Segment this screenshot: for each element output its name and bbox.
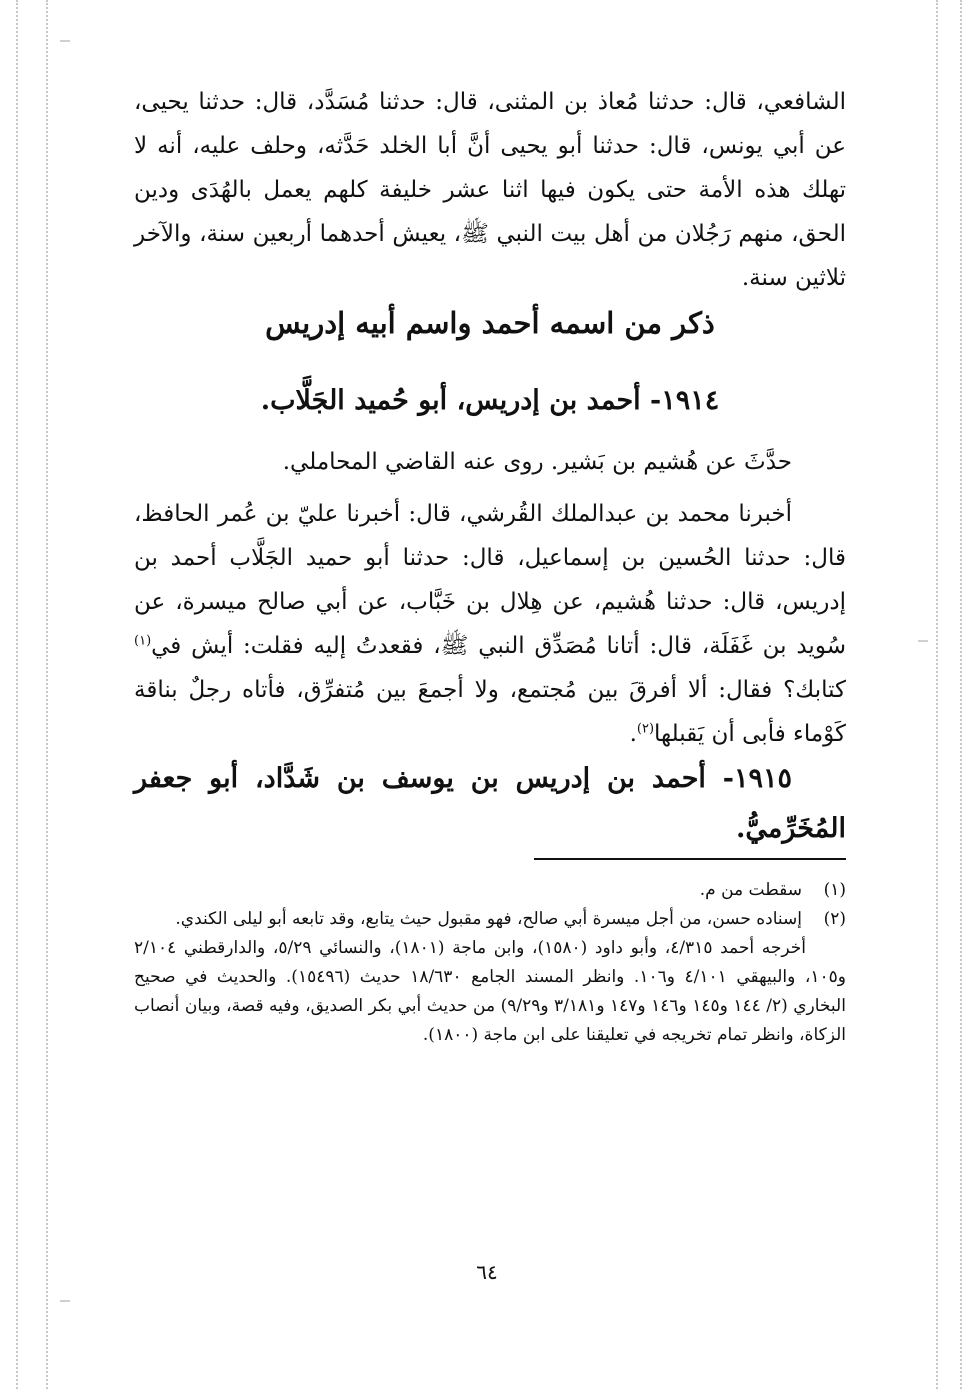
footnote-2 <box>134 905 846 934</box>
entry-1914-bio-block <box>134 440 846 484</box>
section-heading: ذكر من اسمه أحمد واسم أبيه إدريس <box>265 306 715 340</box>
isnad-text-part-2: كتابك؟ فقال: ألا أفرقَ بين مُجتمع، ولا أجمعَ بين مُتفرِّق، فأتاه رجلٌ بناقة كَوْماء فأبى أن يَقبلها <box>134 677 846 747</box>
intro-paragraph: الشافعي، قال: حدثنا مُعاذ بن المثنى، قال: حدثنا مُسَدَّد، قال: حدثنا يحيى، عن أبي يونس، قال: حدثنا أبو يحيى أنَّ أبا الخلد حَدَّثه، وحلف عليه، أنه لا تهلك هذه الأمة حتى يكون فيها اثنا عشر خليفة كلهم يعمل بالهُدَى ودين الحق، منهم رَجُلان من أهل بيت النبي ﷺ، يعيش أحدهما أربعين سنة، والآخر ثلاثين سنة. <box>134 89 846 291</box>
entry-1914-bio: حدَّثَ عن هُشيم بن بَشير. روى عنه القاضي المحاملي. <box>282 449 792 475</box>
isnad-text-part-1: أخبرنا محمد بن عبدالملك القُرشي، قال: أخبرنا عليّ بن عُمر الحافظ، قال: حدثنا الحُسين بن إسماعيل، قال: حدثنا أبو حميد الجَلَّاب أحمد بن إدريس، قال: حدثنا هُشيم، عن هِلال بن خَبَّاب، عن أبي صالح ميسرة، عن سُويد بن غَفَلَة، قال: أتانا مُصَدِّق النبي ﷺ، فقعدتُ إليه فقلت: أيش في <box>134 501 846 659</box>
scan-edge-dots-right-outer <box>960 0 962 1389</box>
scan-tick-mark <box>60 40 70 42</box>
entry-1914-heading: ١٩١٤- أحمد بن إدريس، أبو حُميد الجَلَّاب. <box>260 385 720 416</box>
scan-edge-dots-right-inner <box>936 0 938 1389</box>
isnad-text-end: . <box>629 721 637 747</box>
scan-tick-mark <box>60 1300 70 1302</box>
entry-1915-heading: ١٩١٥- أحمد بن إدريس بن يوسف بن شَدَّاد، أبو جعفر المُخَرِّميُّ. <box>134 763 846 844</box>
footnote-1-number: (١) <box>823 880 846 900</box>
footnote-divider <box>534 858 846 860</box>
footnote-2-number: (٢) <box>823 909 846 929</box>
scan-edge-dots-left-outer <box>16 0 18 1389</box>
scan-tick-mark <box>918 640 928 642</box>
intro-paragraph-block <box>134 80 846 300</box>
footnote-2-text: إسناده حسن، من أجل ميسرة أبي صالح، فهو مقبول حيث يتابع، وقد تابعه أبو ليلى الكندي. <box>175 909 802 929</box>
entry-1914-isnad <box>134 492 846 756</box>
footnote-marker-1: (١) <box>134 633 152 649</box>
footnote-marker-2: (٢) <box>636 721 655 737</box>
scan-edge-dots-left-inner <box>46 0 48 1389</box>
entry-1914-isnad-block <box>134 492 846 756</box>
footnote-1-text: سقطت من م. <box>699 880 802 900</box>
footnote-2-continuation: أخرجه أحمد ٤/٣١٥، وأبو داود (١٥٨٠)، وابن ماجة (١٨٠١)، والنسائي ٥/٢٩، والدارقطني ٢/١٠٤ و١٠٥، والبيهقي ٤/١٠١ و١٠٦. وانظر المسند الجامع ١٨/٦٣٠ حديث (١٥٤٩٦). والحديث في صحيح البخاري (٢/ ١٤٤ و١٤٥ و١٤٦ و١٤٧ و٣/١٨١ و٩/٢٩) من حديث أبي بكر الصديق، وفيه قصة، وبيان أنصاب الزكاة، وانظر تمام تخريجه في تعليقنا على ابن ماجة (١٨٠٠). <box>134 938 846 1045</box>
page-number: ٦٤ <box>476 1260 498 1284</box>
footnotes-block <box>134 876 846 1050</box>
footnote-1 <box>134 876 846 905</box>
